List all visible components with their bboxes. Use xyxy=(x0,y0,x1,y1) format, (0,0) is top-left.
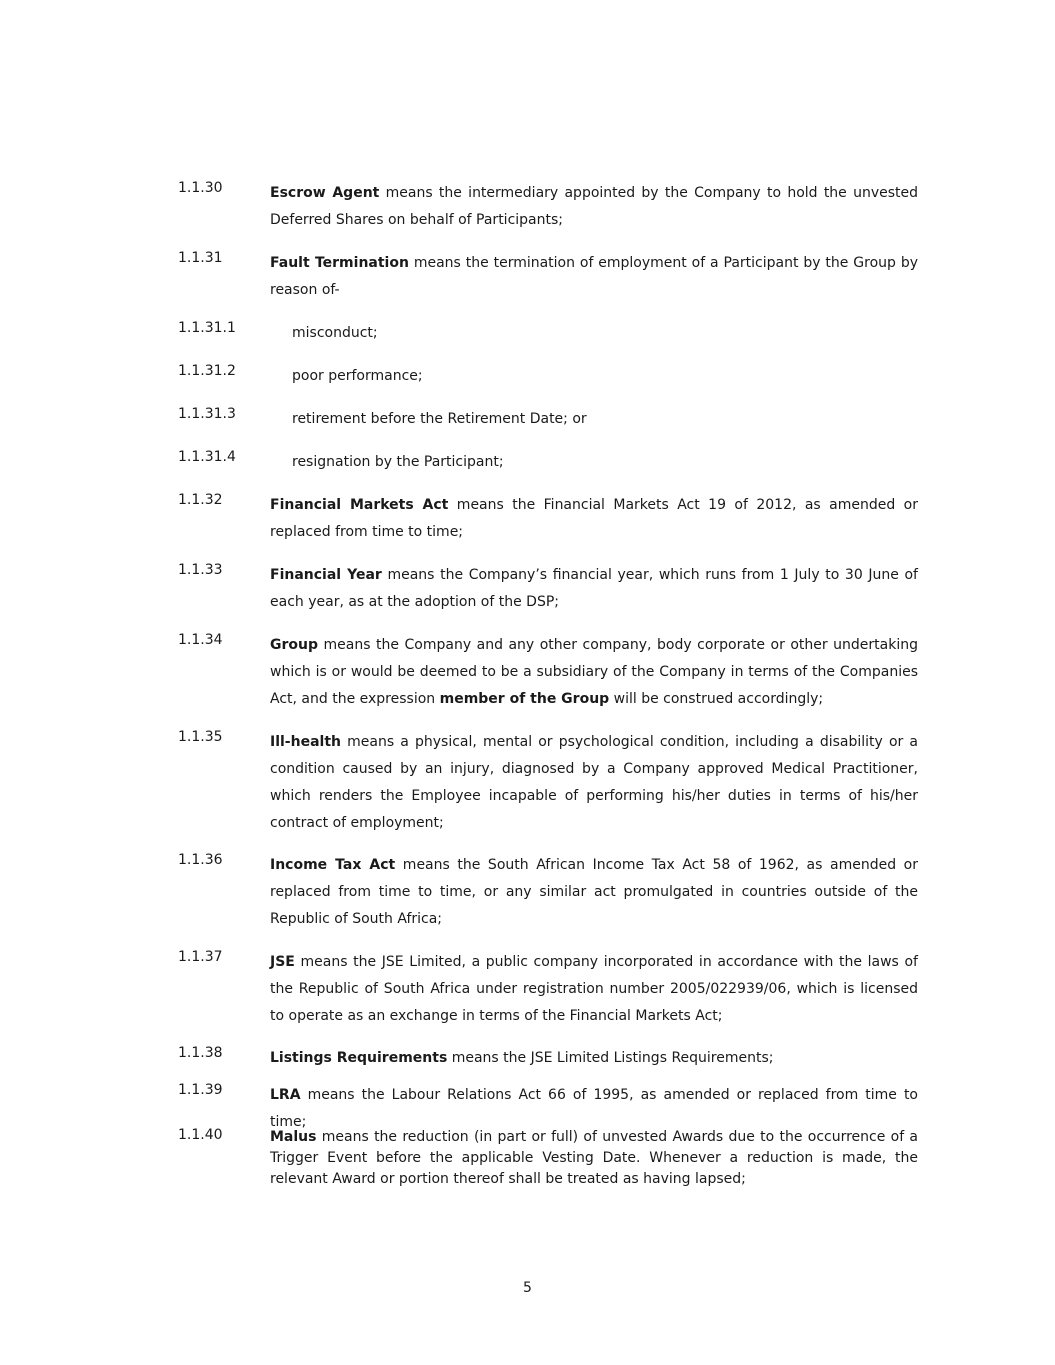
clause-number: 1.1.31.3 xyxy=(178,406,236,422)
clause-body xyxy=(270,852,918,933)
clause-body xyxy=(270,180,918,234)
clause-body xyxy=(270,250,918,304)
clause-text: will be construed accordingly; xyxy=(609,691,824,707)
defined-term: Group xyxy=(270,637,319,653)
defined-term: Ill-health xyxy=(270,734,341,750)
clause-text: resignation by the Participant; xyxy=(292,454,504,470)
page-number: 5 xyxy=(523,1280,532,1296)
defined-term: LRA xyxy=(270,1087,301,1103)
clause-number: 1.1.35 xyxy=(178,729,223,745)
clause-text: means the Company’s financial year, which runs from 1 July to 30 June of each year, as at the adoption of the DSP; xyxy=(270,567,918,610)
defined-term: Financial Markets Act xyxy=(270,497,449,513)
clause-number: 1.1.37 xyxy=(178,949,223,965)
clause-body xyxy=(270,492,918,546)
defined-term: Malus xyxy=(270,1129,317,1145)
clause-text: means the reduction (in part or full) of unvested Awards due to the occurrence of a Trigger Event before the applicable Vesting Date. Whenever a reduction is made, the relevant Award or portion thereof shall be treated as having lapsed; xyxy=(270,1129,918,1187)
clause-body xyxy=(270,632,918,713)
clause-number: 1.1.32 xyxy=(178,492,223,508)
clause-number: 1.1.40 xyxy=(178,1127,223,1143)
clause-number: 1.1.36 xyxy=(178,852,223,868)
clause-body xyxy=(270,949,918,1030)
clause-text: means the JSE Limited Listings Requirements; xyxy=(447,1050,774,1066)
clause-number: 1.1.30 xyxy=(178,180,223,196)
clause-body xyxy=(270,1045,918,1072)
defined-term: Listings Requirements xyxy=(270,1050,448,1066)
defined-term: member of the Group xyxy=(439,691,610,707)
defined-term: Escrow Agent xyxy=(270,185,380,201)
clause-text: means the Company and any other company, body corporate or other undertaking which is or would be deemed to be a subsidiary of the Company in terms of the Companies Act, and the expression xyxy=(270,637,918,707)
clause-text: means a physical, mental or psychological condition, including a disability or a condition caused by an injury, diagnosed by a Company approved Medical Practitioner, which renders the Employee incapable of performing his/her duties in terms of his/her contract of employment; xyxy=(270,734,918,831)
clause-text: misconduct; xyxy=(292,325,378,341)
clause-text: means the Labour Relations Act 66 of 1995, as amended or replaced from time to time; xyxy=(270,1087,918,1130)
clause-number: 1.1.38 xyxy=(178,1045,223,1061)
clause-number: 1.1.39 xyxy=(178,1082,223,1098)
clause-number: 1.1.31.2 xyxy=(178,363,236,379)
clause-text: means the South African Income Tax Act 58 of 1962, as amended or replaced from time to time, or any similar act promulgated in countries outside of the Republic of South Africa; xyxy=(270,857,918,927)
clause-body xyxy=(270,562,918,616)
clause-text: means the termination of employment of a Participant by the Group by reason of- xyxy=(270,255,918,298)
clause-text: poor performance; xyxy=(292,368,423,384)
defined-term: JSE xyxy=(270,954,295,970)
clause-text: retirement before the Retirement Date; or xyxy=(292,411,587,427)
defined-term: Fault Termination xyxy=(270,255,409,271)
defined-term: Income Tax Act xyxy=(270,857,396,873)
clause-text: means the intermediary appointed by the Company to hold the unvested Deferred Shares on behalf of Participants; xyxy=(270,185,918,228)
clause-number: 1.1.31.4 xyxy=(178,449,236,465)
clause-text: means the Financial Markets Act 19 of 2012, as amended or replaced from time to time; xyxy=(270,497,919,540)
clause-body xyxy=(270,1127,918,1190)
clause-text: means the JSE Limited, a public company incorporated in accordance with the laws of the Republic of South Africa under registration number 2005/022939/06, which is licensed to operate as an exchange in terms of the Financial Markets Act; xyxy=(270,954,918,1024)
clause-number: 1.1.33 xyxy=(178,562,223,578)
defined-term: Financial Year xyxy=(270,567,382,583)
clause-number: 1.1.31.1 xyxy=(178,320,236,336)
clause-body xyxy=(270,729,918,837)
clause-number: 1.1.31 xyxy=(178,250,223,266)
clause-number: 1.1.34 xyxy=(178,632,223,648)
